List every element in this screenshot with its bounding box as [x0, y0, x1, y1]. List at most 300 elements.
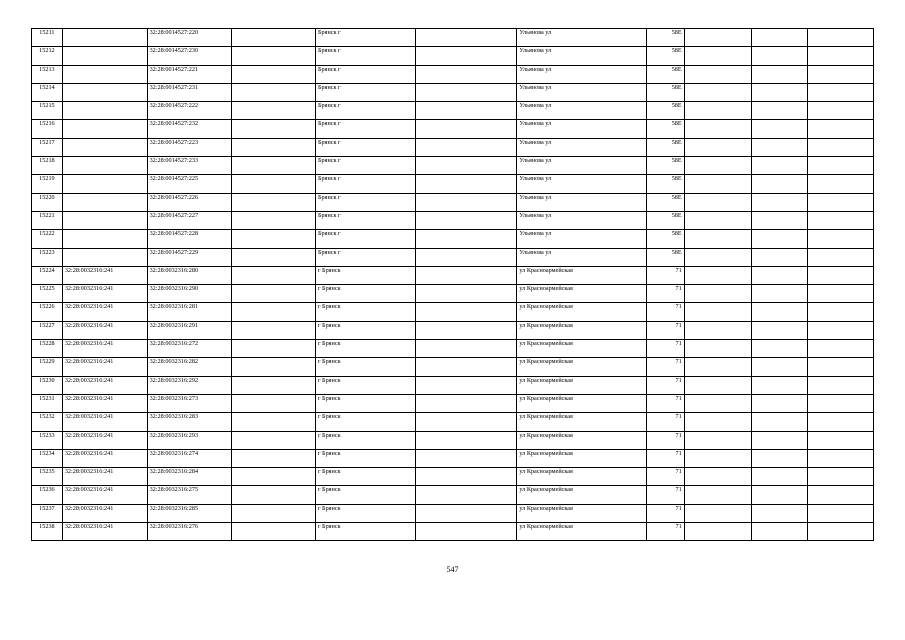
street: ул Красноармейская — [517, 358, 647, 376]
parent-cadastral-number: 32:28:0032316:241 — [62, 303, 147, 321]
empty-cell — [807, 358, 873, 376]
city: г Брянск — [315, 468, 415, 486]
table-row — [32, 29, 874, 47]
row-number: 15219 — [32, 175, 63, 193]
empty-cell — [807, 157, 873, 175]
cadastral-number: 32:28:0032316:284 — [147, 468, 232, 486]
parent-cadastral-number: 32:28:0032316:241 — [62, 468, 147, 486]
empty-cell — [684, 266, 751, 284]
cadastral-number: 32:28:0032316:285 — [147, 504, 232, 522]
table-row — [32, 120, 874, 138]
empty-cell — [807, 102, 873, 120]
house-number: 58Е — [647, 211, 684, 229]
parent-cadastral-number — [62, 175, 147, 193]
table-row — [32, 248, 874, 266]
table-row — [32, 449, 874, 467]
empty-cell — [232, 321, 316, 339]
empty-cell — [684, 157, 751, 175]
street: ул Красноармейская — [517, 413, 647, 431]
empty-cell — [807, 376, 873, 394]
row-number: 15223 — [32, 248, 63, 266]
city: Брянск г — [315, 230, 415, 248]
empty-cell — [684, 29, 751, 47]
empty-cell — [416, 394, 517, 412]
parent-cadastral-number — [62, 120, 147, 138]
table-row — [32, 47, 874, 65]
row-number: 15211 — [32, 29, 63, 47]
city: г Брянск — [315, 340, 415, 358]
empty-cell — [751, 248, 807, 266]
empty-cell — [232, 449, 316, 467]
cadastral-number: 32:28:0032316:292 — [147, 376, 232, 394]
empty-cell — [684, 285, 751, 303]
empty-cell — [751, 285, 807, 303]
empty-cell — [684, 47, 751, 65]
empty-cell — [684, 523, 751, 541]
empty-cell — [684, 376, 751, 394]
parent-cadastral-number — [62, 83, 147, 101]
cadastral-number: 32:28:0014527:226 — [147, 193, 232, 211]
empty-cell — [684, 486, 751, 504]
house-number: 71 — [647, 285, 684, 303]
empty-cell — [684, 193, 751, 211]
cadastral-number: 32:28:0014527:220 — [147, 29, 232, 47]
table-row — [32, 468, 874, 486]
empty-cell — [416, 230, 517, 248]
empty-cell — [751, 303, 807, 321]
empty-cell — [751, 431, 807, 449]
parent-cadastral-number: 32:28:0032316:241 — [62, 358, 147, 376]
house-number: 58Е — [647, 83, 684, 101]
row-number: 15221 — [32, 211, 63, 229]
page-number: 547 — [446, 565, 459, 574]
street: Ульянова ул — [517, 138, 647, 156]
city: Брянск г — [315, 211, 415, 229]
row-number: 15230 — [32, 376, 63, 394]
empty-cell — [684, 413, 751, 431]
empty-cell — [751, 358, 807, 376]
empty-cell — [807, 175, 873, 193]
empty-cell — [684, 340, 751, 358]
empty-cell — [751, 47, 807, 65]
empty-cell — [684, 431, 751, 449]
empty-cell — [751, 340, 807, 358]
registry-table — [31, 28, 874, 541]
parent-cadastral-number: 32:28:0032316:241 — [62, 394, 147, 412]
table-row — [32, 394, 874, 412]
cadastral-number: 32:28:0032316:273 — [147, 394, 232, 412]
empty-cell — [807, 266, 873, 284]
city: г Брянск — [315, 394, 415, 412]
street: ул Красноармейская — [517, 303, 647, 321]
street: ул Красноармейская — [517, 321, 647, 339]
city: Брянск г — [315, 65, 415, 83]
empty-cell — [416, 523, 517, 541]
table-row — [32, 230, 874, 248]
empty-cell — [232, 47, 316, 65]
cadastral-number: 32:28:0032316:293 — [147, 431, 232, 449]
empty-cell — [232, 394, 316, 412]
city: Брянск г — [315, 193, 415, 211]
empty-cell — [751, 175, 807, 193]
table-row — [32, 157, 874, 175]
cadastral-number: 32:28:0032316:274 — [147, 449, 232, 467]
city: г Брянск — [315, 266, 415, 284]
empty-cell — [232, 102, 316, 120]
table-row — [32, 321, 874, 339]
empty-cell — [232, 157, 316, 175]
parent-cadastral-number — [62, 193, 147, 211]
empty-cell — [807, 83, 873, 101]
empty-cell — [684, 449, 751, 467]
empty-cell — [807, 486, 873, 504]
empty-cell — [232, 303, 316, 321]
empty-cell — [232, 65, 316, 83]
cadastral-number: 32:28:0014527:222 — [147, 102, 232, 120]
empty-cell — [416, 47, 517, 65]
empty-cell — [684, 321, 751, 339]
empty-cell — [232, 285, 316, 303]
parent-cadastral-number: 32:28:0032316:241 — [62, 376, 147, 394]
street: Ульянова ул — [517, 47, 647, 65]
row-number: 15235 — [32, 468, 63, 486]
cadastral-number: 32:28:0014527:221 — [147, 65, 232, 83]
table-row — [32, 431, 874, 449]
parent-cadastral-number — [62, 47, 147, 65]
empty-cell — [416, 248, 517, 266]
empty-cell — [807, 138, 873, 156]
city: Брянск г — [315, 157, 415, 175]
empty-cell — [416, 211, 517, 229]
parent-cadastral-number — [62, 29, 147, 47]
city: Брянск г — [315, 102, 415, 120]
row-number: 15215 — [32, 102, 63, 120]
empty-cell — [751, 120, 807, 138]
empty-cell — [232, 468, 316, 486]
empty-cell — [751, 102, 807, 120]
table-row — [32, 340, 874, 358]
street: Ульянова ул — [517, 211, 647, 229]
empty-cell — [684, 211, 751, 229]
cadastral-number: 32:28:0014527:233 — [147, 157, 232, 175]
row-number: 15220 — [32, 193, 63, 211]
house-number: 71 — [647, 303, 684, 321]
empty-cell — [232, 413, 316, 431]
empty-cell — [807, 321, 873, 339]
street: ул Красноармейская — [517, 523, 647, 541]
parent-cadastral-number: 32:28:0032316:241 — [62, 449, 147, 467]
city: г Брянск — [315, 486, 415, 504]
house-number: 58Е — [647, 175, 684, 193]
empty-cell — [684, 504, 751, 522]
empty-cell — [416, 102, 517, 120]
parent-cadastral-number: 32:28:0032316:241 — [62, 486, 147, 504]
empty-cell — [807, 449, 873, 467]
house-number: 58Е — [647, 102, 684, 120]
empty-cell — [684, 303, 751, 321]
empty-cell — [684, 230, 751, 248]
house-number: 58Е — [647, 120, 684, 138]
cadastral-number: 32:28:0014527:228 — [147, 230, 232, 248]
cadastral-number: 32:28:0014527:227 — [147, 211, 232, 229]
empty-cell — [807, 504, 873, 522]
empty-cell — [232, 120, 316, 138]
empty-cell — [807, 193, 873, 211]
row-number: 15236 — [32, 486, 63, 504]
empty-cell — [684, 468, 751, 486]
empty-cell — [232, 376, 316, 394]
empty-cell — [807, 248, 873, 266]
row-number: 15224 — [32, 266, 63, 284]
row-number: 15228 — [32, 340, 63, 358]
parent-cadastral-number — [62, 230, 147, 248]
parent-cadastral-number: 32:28:0032316:241 — [62, 285, 147, 303]
row-number: 15231 — [32, 394, 63, 412]
street: ул Красноармейская — [517, 431, 647, 449]
empty-cell — [751, 29, 807, 47]
empty-cell — [232, 266, 316, 284]
empty-cell — [751, 230, 807, 248]
empty-cell — [416, 340, 517, 358]
house-number: 71 — [647, 376, 684, 394]
city: г Брянск — [315, 504, 415, 522]
cadastral-number: 32:28:0032316:272 — [147, 340, 232, 358]
city: Брянск г — [315, 138, 415, 156]
empty-cell — [751, 413, 807, 431]
parent-cadastral-number — [62, 211, 147, 229]
empty-cell — [807, 29, 873, 47]
empty-cell — [751, 486, 807, 504]
empty-cell — [684, 394, 751, 412]
row-number: 15232 — [32, 413, 63, 431]
empty-cell — [684, 138, 751, 156]
empty-cell — [807, 303, 873, 321]
parent-cadastral-number: 32:28:0032316:241 — [62, 321, 147, 339]
row-number: 15238 — [32, 523, 63, 541]
street: Ульянова ул — [517, 157, 647, 175]
empty-cell — [807, 285, 873, 303]
city: Брянск г — [315, 248, 415, 266]
house-number: 71 — [647, 431, 684, 449]
street: Ульянова ул — [517, 83, 647, 101]
empty-cell — [751, 376, 807, 394]
empty-cell — [751, 504, 807, 522]
row-number: 15227 — [32, 321, 63, 339]
empty-cell — [751, 468, 807, 486]
empty-cell — [232, 193, 316, 211]
table-row — [32, 211, 874, 229]
row-number: 15225 — [32, 285, 63, 303]
empty-cell — [416, 321, 517, 339]
street: ул Красноармейская — [517, 340, 647, 358]
street: ул Красноармейская — [517, 394, 647, 412]
house-number: 71 — [647, 523, 684, 541]
empty-cell — [807, 230, 873, 248]
parent-cadastral-number — [62, 65, 147, 83]
street: Ульянова ул — [517, 175, 647, 193]
empty-cell — [232, 29, 316, 47]
city: Брянск г — [315, 47, 415, 65]
empty-cell — [232, 230, 316, 248]
empty-cell — [416, 138, 517, 156]
empty-cell — [684, 102, 751, 120]
empty-cell — [232, 83, 316, 101]
empty-cell — [807, 47, 873, 65]
house-number: 71 — [647, 413, 684, 431]
street: Ульянова ул — [517, 65, 647, 83]
house-number: 58Е — [647, 248, 684, 266]
empty-cell — [232, 523, 316, 541]
house-number: 71 — [647, 486, 684, 504]
cadastral-number: 32:28:0014527:232 — [147, 120, 232, 138]
table-row — [32, 266, 874, 284]
empty-cell — [416, 431, 517, 449]
empty-cell — [684, 358, 751, 376]
street: ул Красноармейская — [517, 486, 647, 504]
cadastral-number: 32:28:0014527:229 — [147, 248, 232, 266]
empty-cell — [807, 431, 873, 449]
empty-cell — [807, 120, 873, 138]
street: Ульянова ул — [517, 120, 647, 138]
table-body — [32, 29, 874, 541]
cadastral-number: 32:28:0032316:275 — [147, 486, 232, 504]
table-row — [32, 358, 874, 376]
table-row — [32, 83, 874, 101]
empty-cell — [416, 285, 517, 303]
city: г Брянск — [315, 376, 415, 394]
table-row — [32, 376, 874, 394]
parent-cadastral-number — [62, 138, 147, 156]
cadastral-number: 32:28:0014527:231 — [147, 83, 232, 101]
house-number: 58Е — [647, 230, 684, 248]
table-row — [32, 193, 874, 211]
empty-cell — [232, 504, 316, 522]
empty-cell — [751, 157, 807, 175]
parent-cadastral-number: 32:28:0032316:241 — [62, 431, 147, 449]
empty-cell — [416, 449, 517, 467]
parent-cadastral-number: 32:28:0032316:241 — [62, 413, 147, 431]
empty-cell — [232, 248, 316, 266]
row-number: 15226 — [32, 303, 63, 321]
empty-cell — [416, 120, 517, 138]
row-number: 15218 — [32, 157, 63, 175]
table-row — [32, 413, 874, 431]
row-number: 15216 — [32, 120, 63, 138]
table-row — [32, 138, 874, 156]
street: ул Красноармейская — [517, 504, 647, 522]
parent-cadastral-number — [62, 248, 147, 266]
parent-cadastral-number — [62, 157, 147, 175]
table-row — [32, 102, 874, 120]
street: ул Красноармейская — [517, 468, 647, 486]
empty-cell — [416, 486, 517, 504]
empty-cell — [416, 376, 517, 394]
empty-cell — [416, 29, 517, 47]
row-number: 15229 — [32, 358, 63, 376]
city: г Брянск — [315, 358, 415, 376]
city: г Брянск — [315, 285, 415, 303]
street: Ульянова ул — [517, 230, 647, 248]
empty-cell — [416, 358, 517, 376]
street: ул Красноармейская — [517, 285, 647, 303]
row-number: 15212 — [32, 47, 63, 65]
empty-cell — [232, 340, 316, 358]
empty-cell — [416, 303, 517, 321]
house-number: 58Е — [647, 193, 684, 211]
city: Брянск г — [315, 29, 415, 47]
row-number: 15213 — [32, 65, 63, 83]
empty-cell — [751, 83, 807, 101]
row-number: 15214 — [32, 83, 63, 101]
empty-cell — [751, 193, 807, 211]
empty-cell — [684, 175, 751, 193]
empty-cell — [416, 193, 517, 211]
empty-cell — [807, 468, 873, 486]
empty-cell — [751, 394, 807, 412]
cadastral-number: 32:28:0014527:223 — [147, 138, 232, 156]
house-number: 71 — [647, 358, 684, 376]
row-number: 15217 — [32, 138, 63, 156]
parent-cadastral-number: 32:28:0032316:241 — [62, 266, 147, 284]
empty-cell — [232, 486, 316, 504]
empty-cell — [416, 413, 517, 431]
empty-cell — [807, 523, 873, 541]
empty-cell — [751, 65, 807, 83]
city: г Брянск — [315, 431, 415, 449]
empty-cell — [807, 394, 873, 412]
table-row — [32, 523, 874, 541]
table-row — [32, 175, 874, 193]
city: г Брянск — [315, 523, 415, 541]
street: Ульянова ул — [517, 29, 647, 47]
empty-cell — [232, 138, 316, 156]
city: г Брянск — [315, 303, 415, 321]
city: Брянск г — [315, 83, 415, 101]
house-number: 58Е — [647, 157, 684, 175]
street: Ульянова ул — [517, 248, 647, 266]
empty-cell — [751, 523, 807, 541]
house-number: 71 — [647, 468, 684, 486]
cadastral-number: 32:28:0032316:276 — [147, 523, 232, 541]
empty-cell — [416, 65, 517, 83]
parent-cadastral-number — [62, 102, 147, 120]
empty-cell — [751, 138, 807, 156]
street: Ульянова ул — [517, 193, 647, 211]
empty-cell — [807, 65, 873, 83]
house-number: 58Е — [647, 65, 684, 83]
city: Брянск г — [315, 120, 415, 138]
cadastral-number: 32:28:0032316:290 — [147, 285, 232, 303]
empty-cell — [751, 266, 807, 284]
table-row — [32, 285, 874, 303]
city: Брянск г — [315, 175, 415, 193]
empty-cell — [751, 211, 807, 229]
empty-cell — [416, 175, 517, 193]
parent-cadastral-number: 32:28:0032316:241 — [62, 504, 147, 522]
house-number: 71 — [647, 449, 684, 467]
cadastral-number: 32:28:0032316:280 — [147, 266, 232, 284]
cadastral-number: 32:28:0014527:230 — [147, 47, 232, 65]
cadastral-number: 32:28:0032316:291 — [147, 321, 232, 339]
street: ул Красноармейская — [517, 266, 647, 284]
house-number: 71 — [647, 266, 684, 284]
cadastral-number: 32:28:0032316:281 — [147, 303, 232, 321]
street: Ульянова ул — [517, 102, 647, 120]
house-number: 58Е — [647, 138, 684, 156]
table-row — [32, 65, 874, 83]
row-number: 15234 — [32, 449, 63, 467]
city: г Брянск — [315, 321, 415, 339]
